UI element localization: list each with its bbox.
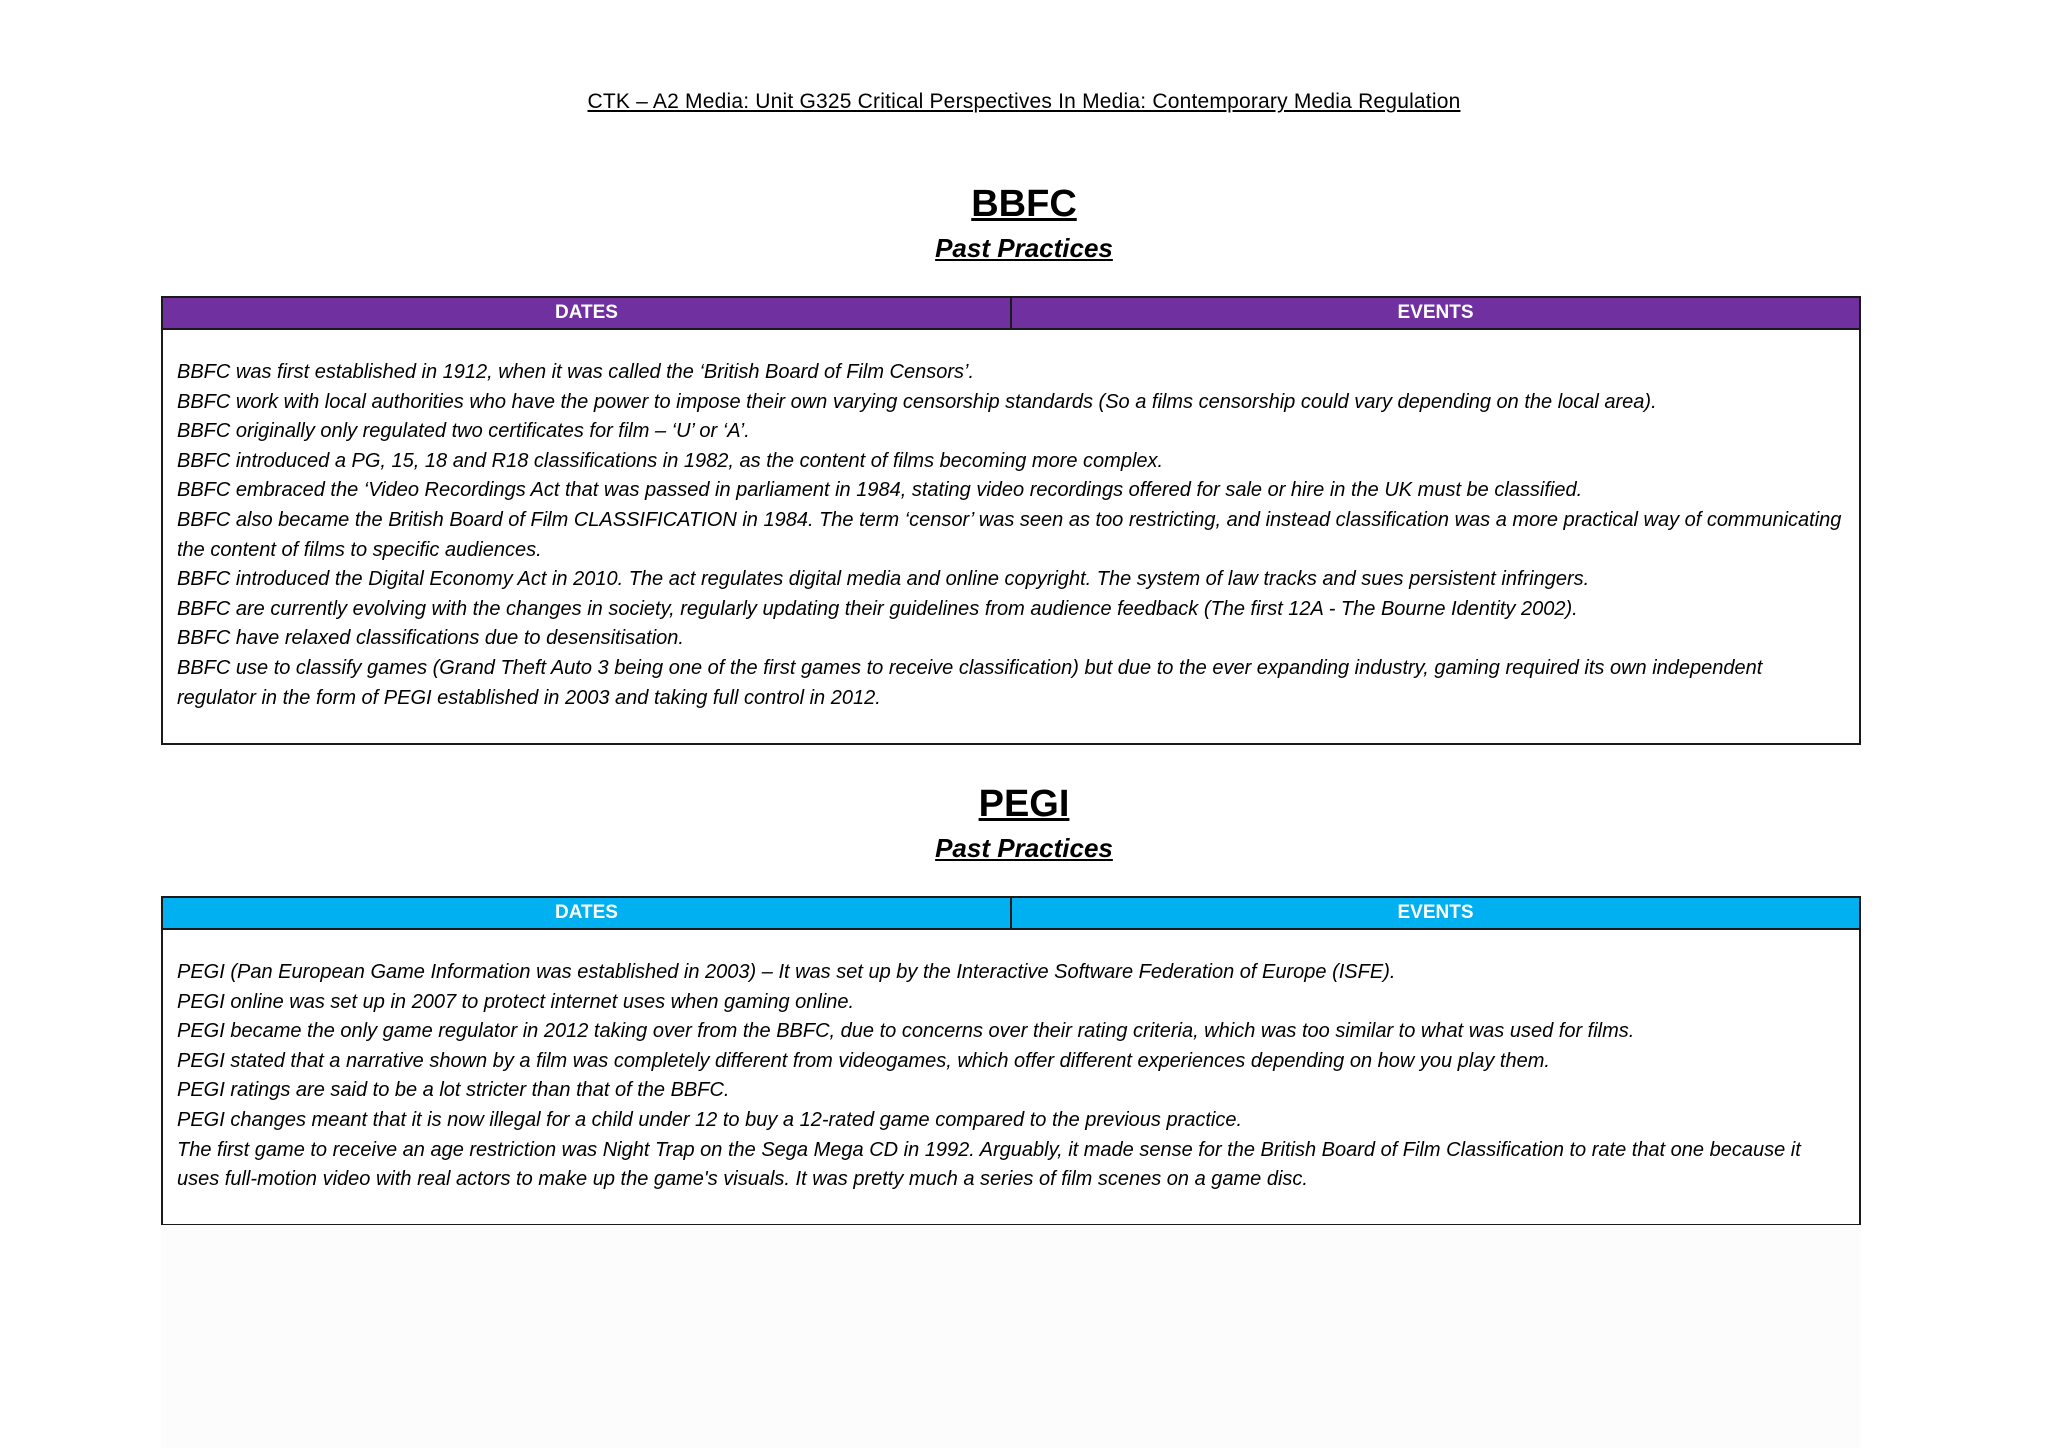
pegi-title: PEGI bbox=[978, 783, 1070, 825]
pegi-subtitle: Past Practices bbox=[935, 833, 1113, 863]
bbfc-table-body bbox=[163, 330, 1859, 713]
bbfc-line: BBFC originally only regulated two certificates for film – ‘U’ or ‘A’. bbox=[177, 420, 750, 443]
bbfc-events-header: EVENTS bbox=[1010, 298, 1859, 328]
pegi-dates-header: DATES bbox=[163, 898, 1010, 928]
bbfc-table bbox=[161, 296, 1861, 745]
bbfc-line: BBFC have relaxed classifications due to desensitisation. bbox=[177, 627, 684, 650]
page-header: CTK – A2 Media: Unit G325 Critical Perspectives In Media: Contemporary Media Regulation bbox=[587, 90, 1461, 113]
bbfc-line: BBFC also became the British Board of Film CLASSIFICATION in 1984. The term ‘censor’ was seen as too restricting, and instead classification was a more practical way of communicating the content of films to specific audiences. bbox=[177, 508, 1842, 561]
pegi-line: The first game to receive an age restriction was Night Trap on the Sega Mega CD in 1992. Arguably, it made sense for the British Board of Film Classification to rate that one because it uses full-motion video with real actors to make up the game's visuals. It was pretty much a series of film scenes on a game disc. bbox=[177, 1138, 1801, 1191]
pegi-table bbox=[161, 896, 1861, 1226]
bbfc-line: BBFC introduced a PG, 15, 18 and R18 classifications in 1982, as the content of films becoming more complex. bbox=[177, 449, 1164, 472]
pegi-line: PEGI (Pan European Game Information was established in 2003) – It was set up by the Interactive Software Federation of Europe (ISFE). bbox=[177, 961, 1396, 983]
pegi-line: PEGI changes meant that it is now illegal for a child under 12 to buy a 12-rated game compared to the previous practice. bbox=[177, 1108, 1243, 1131]
bbfc-line: BBFC use to classify games (Grand Theft Auto 3 being one of the first games to receive classification) but due to the ever expanding industry, gaming required its own independent regulator in the form of PEGI established in 2003 and taking full control in 2012. bbox=[177, 656, 1763, 709]
bbfc-line: BBFC work with local authorities who have the power to impose their own varying censorship standards (So a films censorship could vary depending on the local area). bbox=[177, 390, 1657, 413]
bbfc-title: BBFC bbox=[971, 183, 1077, 225]
bbfc-subtitle: Past Practices bbox=[935, 233, 1113, 263]
page-lower-area bbox=[161, 1225, 1861, 1448]
bbfc-line: BBFC embraced the ‘Video Recordings Act that was passed in parliament in 1984, stating video recordings offered for sale or hire in the UK must be classified. bbox=[177, 479, 1583, 502]
bbfc-dates-header: DATES bbox=[163, 298, 1010, 328]
bbfc-table-header bbox=[163, 298, 1859, 330]
pegi-line: PEGI became the only game regulator in 2012 taking over from the BBFC, due to concerns over their rating criteria, which was too similar to what was used for films. bbox=[177, 1020, 1635, 1043]
pegi-line: PEGI stated that a narrative shown by a film was completely different from videogames, which offer different experiences depending on how you play them. bbox=[177, 1049, 1550, 1072]
pegi-events-header: EVENTS bbox=[1010, 898, 1859, 928]
bbfc-line: BBFC was first established in 1912, when it was called the ‘British Board of Film Censors’. bbox=[177, 361, 975, 383]
pegi-line: PEGI online was set up in 2007 to protect internet uses when gaming online. bbox=[177, 990, 855, 1013]
pegi-table-body bbox=[163, 930, 1859, 1195]
bbfc-line: BBFC are currently evolving with the changes in society, regularly updating their guidelines from audience feedback (The first 12A - The Bourne Identity 2002). bbox=[177, 597, 1578, 620]
bbfc-line: BBFC introduced the Digital Economy Act in 2010. The act regulates digital media and online copyright. The system of law tracks and sues persistent infringers. bbox=[177, 568, 1590, 591]
pegi-line: PEGI ratings are said to be a lot stricter than that of the BBFC. bbox=[177, 1079, 730, 1102]
pegi-table-header bbox=[163, 898, 1859, 930]
